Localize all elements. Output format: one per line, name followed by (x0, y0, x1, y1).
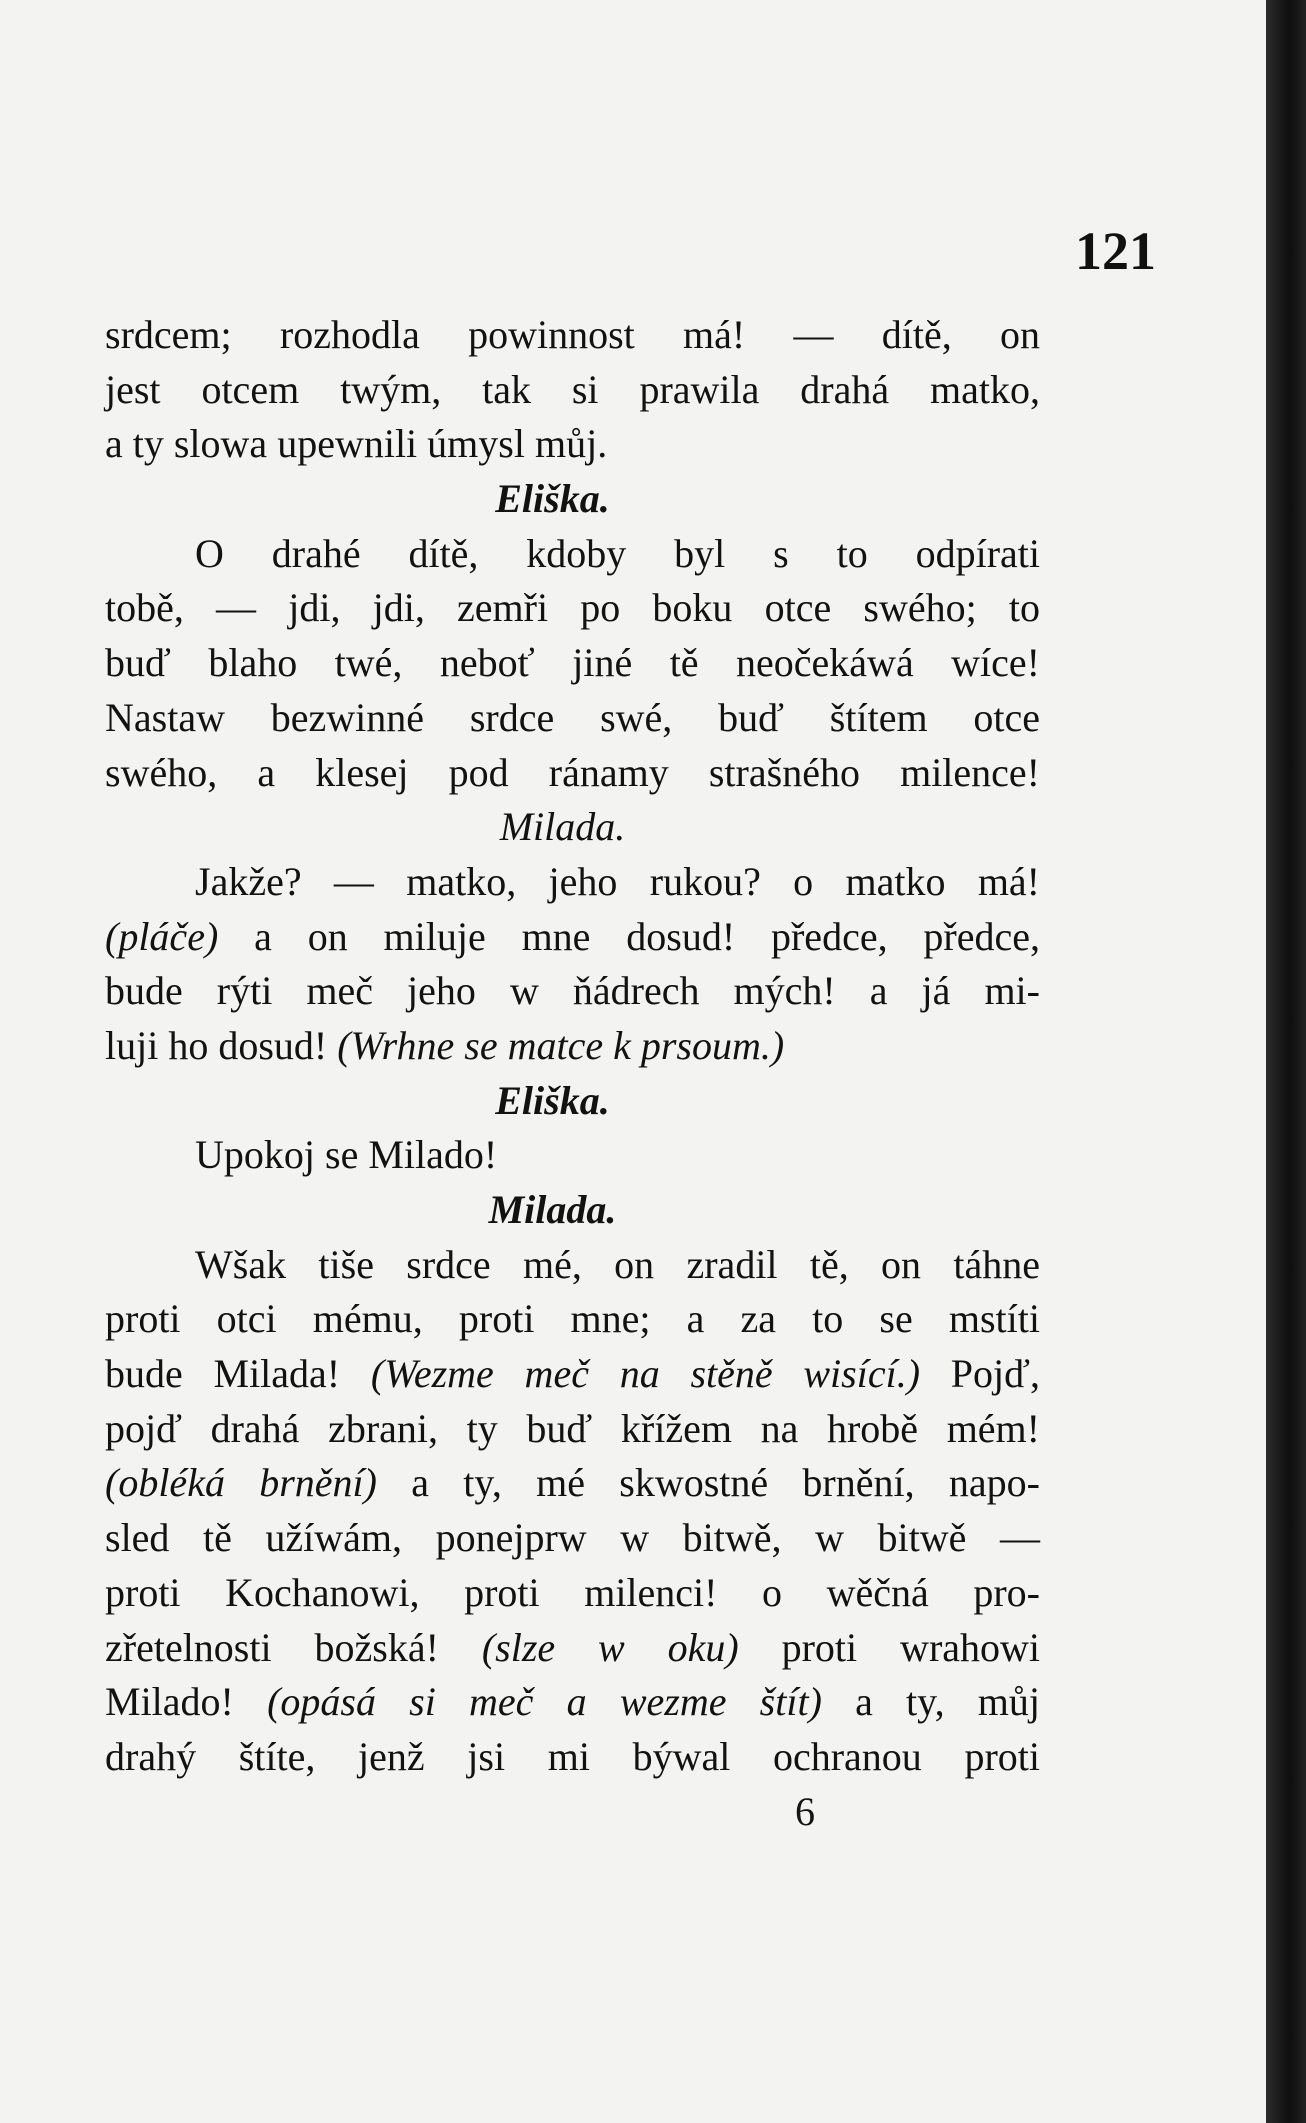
text-line: Wšak tiše srdce mé, on zradil tě, on táhne (195, 1241, 1040, 1287)
text-segment: Milado! (105, 1679, 268, 1725)
page-text (105, 308, 1040, 1785)
text-line: Upokoj se Milado! (195, 1132, 498, 1178)
text-line: srdcem; rozhodla powinnost má! — dítě, on (105, 312, 1040, 357)
stage-direction: (pláče) (105, 913, 219, 959)
speaker-name: Milada. (488, 1187, 617, 1232)
text-line: proti otci mému, proti mne; a za to se mstíti (105, 1296, 1040, 1342)
text-line (105, 1019, 1040, 1074)
page-number: 121 (1075, 221, 1156, 281)
text-segment: bude Milada! (105, 1351, 371, 1397)
text-segment: a ty, můj (821, 1679, 1041, 1725)
text-segment: a on miluje mne dosud! předce, předce, (218, 913, 1040, 959)
text-segment: luji ho dosud! (105, 1022, 338, 1068)
text-line: jest otcem twým, tak si prawila drahá matko, (105, 366, 1040, 412)
text-line: bude rýti meč jeho w ňádrech mých! a já mi- (105, 968, 1040, 1014)
text-line: swého, a klesej pod ránamy strašného milence! (105, 749, 1040, 795)
text-segment: Pojď, (920, 1351, 1041, 1397)
speaker-name: Eliška. (495, 476, 610, 522)
speaker-name: Milada. (499, 804, 626, 850)
text-line: O drahé dítě, kdoby byl s to odpírati (195, 530, 1040, 576)
text-segment: a ty, mé skwostné brnění, napo- (376, 1460, 1040, 1506)
text-line: Nastaw bezwinné srdce swé, buď štítem otce (105, 694, 1040, 740)
text-line: pojď drahá zbrani, ty buď křížem na hrobě mém! (105, 1405, 1040, 1451)
stage-direction: (Wezme meč na stěně wisící.) (370, 1351, 921, 1397)
stage-direction: (slze w oku) (481, 1624, 739, 1670)
text-line: Jakže? — matko, jeho rukou? o matko má! (195, 858, 1040, 904)
text-line: buď blaho twé, neboť jiné tě neočekáwá wíce! (105, 640, 1040, 686)
text-line: tobě, — jdi, jdi, zemři po boku otce swého; to (105, 585, 1040, 631)
text-segment: proti wrahowi (738, 1624, 1041, 1670)
text-line (105, 1621, 1040, 1676)
text-segment: zřetelnosti božská! (105, 1624, 482, 1670)
stage-direction: (opásá si meč a wezme štít) (267, 1679, 822, 1725)
text-line (105, 1456, 1040, 1511)
page-edge (1266, 0, 1306, 2123)
text-line (105, 910, 1040, 965)
text-line (105, 1675, 1040, 1730)
text-line: sled tě užíwám, ponejprw w bitwě, w bitwě — (105, 1515, 1040, 1561)
signature-mark: 6 (795, 1789, 815, 1834)
text-line (105, 1347, 1040, 1402)
stage-direction: (Wrhne se matce k prsoum.) (337, 1022, 785, 1068)
speaker-name: Eliška. (495, 1077, 610, 1123)
text-line: proti Kochanowi, proti milenci! o wěčná pro- (105, 1569, 1040, 1615)
stage-direction: (obléká brnění) (105, 1460, 377, 1506)
text-line: a ty slowa upewnili úmysl můj. (105, 421, 608, 467)
text-line: drahý štíte, jenž jsi mi býwal ochranou proti (105, 1733, 1040, 1779)
